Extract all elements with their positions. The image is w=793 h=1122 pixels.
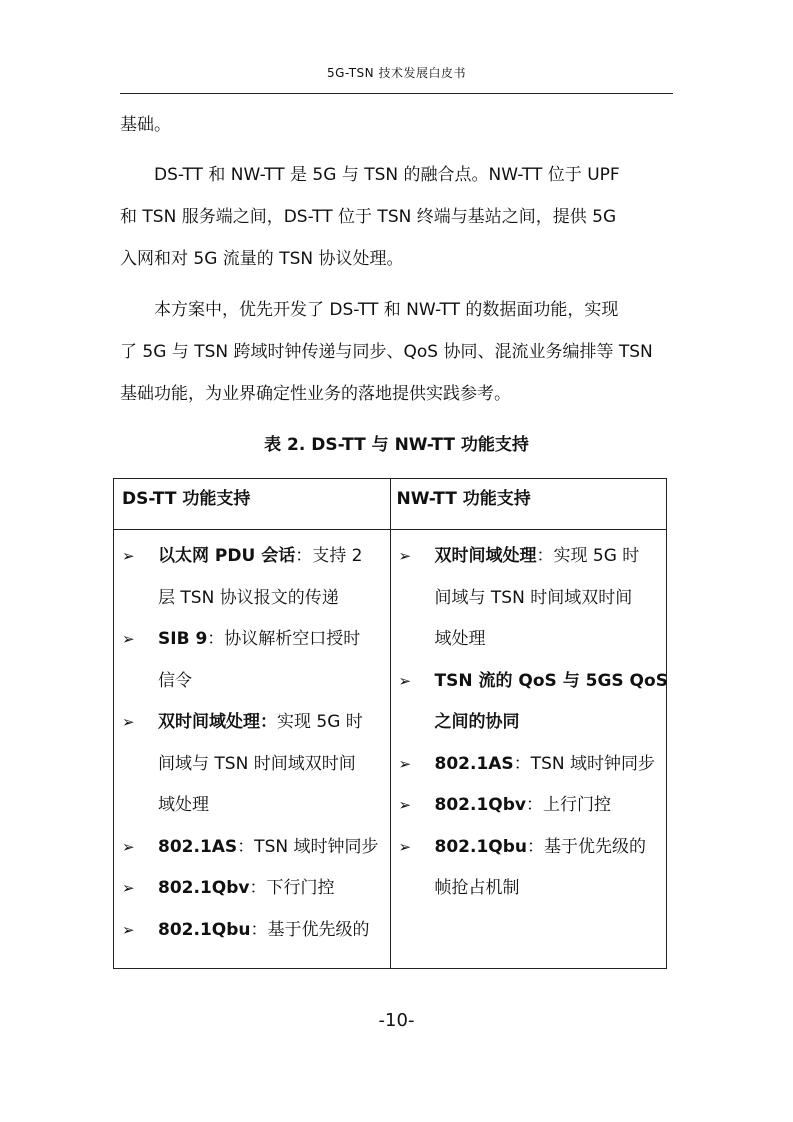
list-item (391, 785, 667, 827)
paragraph-line: 本方案中，优先开发了 DS-TT 和 NW-TT 的数据面功能，实现 (120, 300, 619, 320)
feature-desc: ：TSN 域时钟同步 (513, 753, 655, 774)
arrow-bullet-icon: ➢ (398, 796, 412, 814)
feature-desc: 间域与 TSN 时间域双时间 (158, 753, 356, 774)
feature-term: 双时间域处理 (434, 546, 537, 566)
feature-desc: 信令 (158, 670, 192, 691)
item-line (435, 536, 661, 578)
item-line (434, 661, 668, 703)
item-line (158, 785, 384, 827)
feature-term: SIB 9 (158, 629, 208, 649)
list-item (114, 536, 390, 619)
list-item (114, 702, 390, 827)
ds-tt-cell (114, 530, 391, 969)
paragraph-line: 了 5G 与 TSN 跨域时钟传递与同步、QoS 协同、混流业务编排等 TSN (120, 342, 653, 362)
list-item (114, 619, 390, 702)
running-header: 5G-TSN 技术发展白皮书 (327, 66, 466, 80)
arrow-bullet-icon: ➢ (122, 837, 135, 856)
feature-desc: 帧抢占机制 (434, 878, 520, 898)
nw-tt-feature-list (391, 530, 667, 910)
header-ds-tt: DS-TT 功能支持 (114, 479, 391, 530)
paragraph-line: 和 TSN 服务端之间，DS-TT 位于 TSN 终端与基站之间，提供 5G (120, 207, 617, 227)
feature-term: 802.1Qbv (158, 878, 250, 898)
feature-desc: ：基于优先级的 (527, 836, 646, 857)
item-line (158, 661, 384, 703)
list-item (391, 536, 667, 661)
item-line (435, 619, 661, 661)
header-divider (120, 93, 673, 94)
function-support-table (113, 478, 667, 969)
feature-term: 双时间域处理： (158, 712, 277, 732)
feature-term: 802.1Qbu (158, 919, 251, 940)
feature-term: 802.1Qbv (434, 795, 526, 815)
feature-desc: 域处理 (158, 795, 209, 815)
list-item (391, 744, 667, 786)
item-line (435, 785, 661, 827)
feature-desc: ：下行门控 (249, 878, 335, 898)
header-nw-tt: NW-TT 功能支持 (390, 479, 667, 530)
arrow-bullet-icon: ➢ (122, 920, 135, 939)
item-line (435, 827, 661, 869)
feature-desc: 层 TSN 协议报文的传递 (158, 587, 339, 608)
paragraph-line: 入网和对 5G 流量的 TSN 协议处理。 (120, 249, 404, 269)
item-line (435, 744, 661, 786)
feature-desc: ：TSN 域时钟同步 (237, 836, 379, 857)
item-line (435, 868, 661, 910)
paragraph-1 (120, 104, 673, 146)
table-caption: 表 2. DS-TT 与 NW-TT 功能支持 (264, 435, 529, 455)
item-line (158, 827, 384, 869)
list-item (391, 661, 667, 744)
feature-desc: ：实现 5G 时 (536, 546, 640, 566)
item-line (435, 578, 661, 620)
item-line (158, 744, 384, 786)
item-line (158, 868, 384, 910)
feature-desc: ：支持 2 (295, 546, 363, 566)
list-item (114, 827, 390, 869)
item-line (158, 619, 384, 661)
feature-desc: ：基于优先级的 (250, 919, 370, 940)
feature-desc: ：协议解析空口授时 (207, 629, 361, 649)
feature-desc: 间域与 TSN 时间域双时间 (434, 587, 633, 608)
item-line (158, 578, 384, 620)
arrow-bullet-icon: ➢ (122, 630, 135, 648)
feature-term: 802.1AS (434, 753, 514, 774)
nw-tt-cell (390, 530, 667, 969)
feature-desc: 域处理 (434, 629, 486, 649)
table-header-row (114, 479, 667, 530)
feature-term: 802.1AS (158, 836, 238, 857)
arrow-bullet-icon: ➢ (398, 671, 412, 690)
arrow-bullet-icon: ➢ (122, 713, 135, 731)
feature-desc: 实现 5G 时 (277, 712, 363, 732)
paragraph-3 (120, 289, 673, 415)
arrow-bullet-icon: ➢ (398, 837, 412, 856)
paragraph-2 (120, 154, 673, 280)
feature-desc: ：上行门控 (525, 795, 611, 815)
arrow-bullet-icon: ➢ (398, 754, 412, 773)
item-line (435, 702, 661, 744)
feature-term: 以太网 PDU 会话 (158, 546, 296, 566)
paragraph-line: DS-TT 和 NW-TT 是 5G 与 TSN 的融合点。NW-TT 位于 UPF (120, 165, 620, 185)
list-item (114, 910, 390, 952)
item-line (158, 910, 384, 952)
list-item (114, 868, 390, 910)
paragraph-line: 基础。 (120, 115, 171, 135)
arrow-bullet-icon: ➢ (122, 547, 135, 565)
table-body-row (114, 530, 667, 969)
ds-tt-feature-list (114, 530, 390, 951)
item-line (158, 702, 384, 744)
feature-desc: 之间的协同 (434, 712, 520, 732)
page-number: -10- (378, 1010, 415, 1031)
feature-term: 802.1Qbu (434, 836, 527, 857)
feature-term: TSN 流的 QoS 与 5GS QoS (434, 670, 668, 691)
arrow-bullet-icon: ➢ (398, 547, 412, 565)
item-line (158, 536, 384, 578)
arrow-bullet-icon: ➢ (122, 879, 135, 897)
list-item (391, 827, 667, 910)
paragraph-line: 基础功能，为业界确定性业务的落地提供实践参考。 (120, 384, 511, 404)
